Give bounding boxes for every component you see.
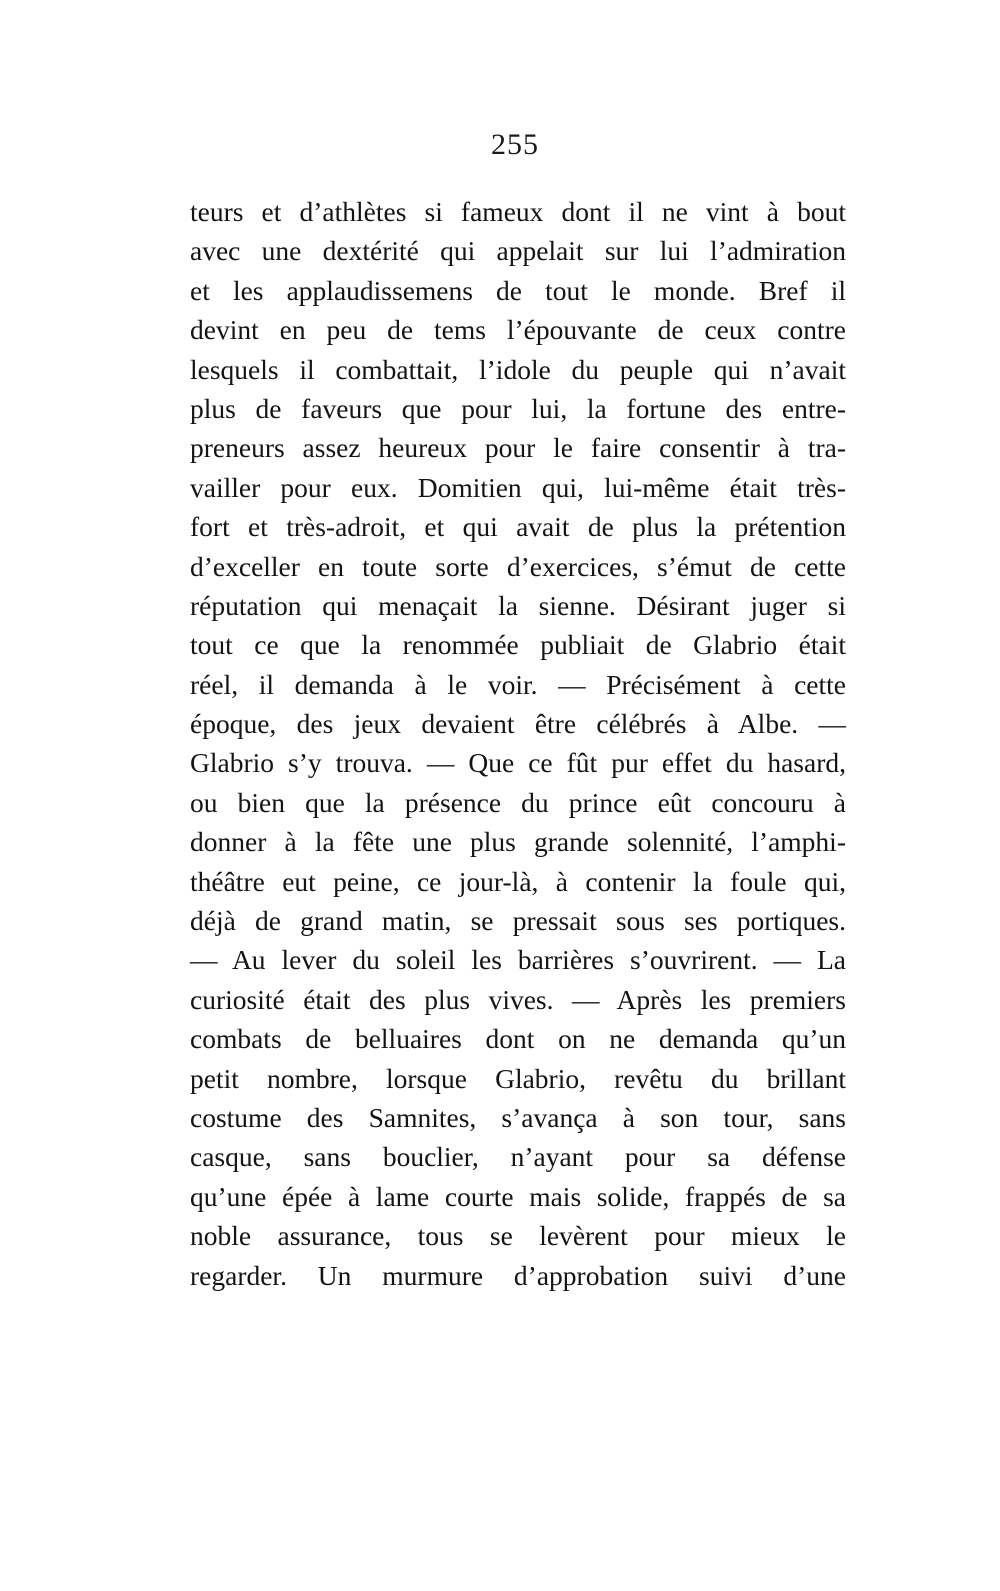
text-line: avec une dextérité qui appelait sur lui l’admiration [190, 235, 846, 267]
text-line: plus de faveurs que pour lui, la fortune des entre- [190, 392, 846, 424]
text-line: — Au lever du soleil les barrières s’ouvrirent. — La [190, 944, 846, 976]
text-line: vailler pour eux. Domitien qui, lui-même était très- [190, 471, 846, 503]
text-line: devint en peu de tems l’épouvante de ceux contre [190, 314, 846, 346]
text-line: casque, sans bouclier, n’ayant pour sa défense [190, 1141, 846, 1173]
text-line: noble assurance, tous se levèrent pour mieux le [190, 1220, 846, 1252]
text-line: et les applaudissemens de tout le monde. Bref il [190, 274, 846, 306]
body-text [190, 192, 846, 1295]
text-line: fort et très-adroit, et qui avait de plus la prétention [190, 511, 846, 543]
text-line: petit nombre, lorsque Glabrio, revêtu du brillant [190, 1062, 846, 1094]
text-line: ou bien que la présence du prince eût concouru à [190, 786, 846, 818]
text-line: réputation qui menaçait la sienne. Désirant juger si [190, 589, 846, 621]
text-line: costume des Samnites, s’avança à son tour, sans [190, 1101, 846, 1133]
text-line: qu’une épée à lame courte mais solide, frappés de sa [190, 1180, 846, 1212]
text-line: réel, il demanda à le voir. — Précisément à cette [190, 668, 846, 700]
text-line: déjà de grand matin, se pressait sous ses portiques. [190, 905, 846, 937]
text-line: preneurs assez heureux pour le faire consentir à tra- [190, 432, 846, 464]
text-line: donner à la fête une plus grande solennité, l’amphi- [190, 826, 846, 858]
text-line: teurs et d’athlètes si fameux dont il ne vint à bout [190, 196, 846, 227]
text-line: époque, des jeux devaient être célébrés à Albe. — [190, 708, 846, 740]
text-line: tout ce que la renommée publiait de Glabrio était [190, 629, 846, 661]
text-line: combats de belluaires dont on ne demanda qu’un [190, 1023, 846, 1055]
text-line: curiosité était des plus vives. — Après les premiers [190, 983, 846, 1015]
text-line: d’exceller en toute sorte d’exercices, s’émut de cette [190, 550, 846, 582]
text-line: théâtre eut peine, ce jour-là, à contenir la foule qui, [190, 865, 846, 897]
text-line: Glabrio s’y trouva. — Que ce fût pur effet du hasard, [190, 747, 846, 779]
page-number: 255 [491, 128, 539, 161]
text-line: regarder. Un murmure d’approbation suivi d’une [190, 1259, 846, 1291]
text-line: lesquels il combattait, l’idole du peuple qui n’avait [190, 353, 846, 385]
